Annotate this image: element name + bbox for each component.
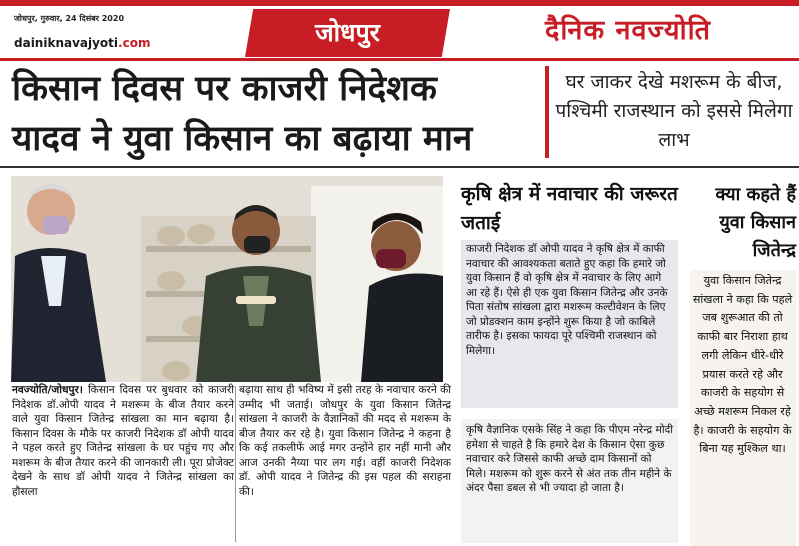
news-photo-illustration	[11, 176, 443, 382]
middle-sidebar-title: कृषि क्षेत्र में नवाचार की जरूरत जताई	[461, 183, 678, 234]
headline-rule	[0, 166, 799, 168]
website-name: dainiknavajyoti	[14, 36, 119, 50]
article-column-1-text: किसान दिवस पर बुधवार को काजरी निदेशक डॉ.ओपी यादव ने मशरूम के बीज तैयार करने वाले युवा किसान जितेन्द्र सांखला का मान बढ़ाया है। किसान दिवस के मौके पर काजरी निदेशक डॉ ओपी यादव ने पहल करते हुए जितेन्द्र सांखला के घर पहुंच गए और मशरूम के बीज तैयार करने की जानकारी ली। पूरा प्रोजेक्ट देखने के साथ डॉ ओपी यादव ने जितेन्द्र सांखला का हौसला	[12, 384, 234, 498]
article-dateline: नवज्योति/जोधपुर।	[12, 384, 83, 396]
news-photo	[11, 176, 443, 382]
right-sidebar-text: युवा किसान जितेन्द्र सांखला ने कहा कि पहले जब शुरूआत की तो काफी बार निराशा हाथ लगी लेकिन धीरे-धीरे प्रयास करते रहे और काजरी के सहयोग से अच्छे मशरूम निकल रहे है। काजरी के सहयोग के बिना यह मुश्किल था।	[692, 274, 793, 456]
masthead-top-rule	[0, 0, 799, 6]
side-headline: घर जाकर देखे मशरूम के बीज, पश्चिमी राजस्थान को इससे मिलेगा लाभ	[555, 71, 793, 151]
newspaper-name: दैनिक नवज्योति	[545, 15, 711, 46]
middle-sidebar-paragraph-2: कृषि वैज्ञानिक एसके सिंह ने कहा कि पीएम नरेन्द्र मोदी हमेशा से चाहते है कि हमारे देश के किसान ऐसा कुछ नवाचार करे जिससे काफी अच्छे दाम किसानों को मिले। मशरूम को शुरू करने से अंत तक तीन महीने के अंदर पैसा डबल से भी ज्यादा हो जाता है।	[466, 424, 673, 494]
website-url[interactable]	[14, 36, 150, 50]
headline-line-1: किसान दिवस पर काजरी निदेशक	[12, 69, 437, 109]
right-sidebar-title: क्या कहते हैं युवा किसान जितेन्द्र	[715, 184, 796, 261]
headline-line-2: यादव ने युवा किसान का बढ़ाया मान	[12, 119, 473, 159]
article-column-2: बढ़ाया साथ ही भविष्य में इसी तरह के नवाचार करने की उम्मीद भी जताई। जोधपुर के युवा किसान जितेन्द्र सांखला ने काजरी के वैज्ञानिकों की मदद से मशरूम के बीज तैयार कर रहे है। युवा किसान जितेन्द्र ने कहना है कि कई तकलीफें आई मगर उन्होंने हार नहीं मानी और आज उनकी नैय्या पार लग गई। वहीं काजरी निदेशक डॉ. ओपी यादव ने जितेन्द्र की इस पहल की सराहना की।	[239, 384, 451, 498]
article-column-1	[12, 383, 234, 499]
side-headline-divider	[545, 66, 549, 158]
website-tld: .com	[118, 36, 151, 50]
column-divider	[235, 386, 236, 542]
main-headline	[12, 64, 547, 164]
middle-sidebar-paragraph-1: काजरी निदेशक डॉ ओपी यादव ने कृषि क्षेत्र में काफी नवाचार की आवश्यकता बताते हुए कहा कि हमारे जो युवा किसान हैं वो कृषि क्षेत्र में नवाचार के लिए आगे आ रहे हैं। ऐसे ही एक युवा किसान जितेन्द्र और उनके पिता संतोष सांखला द्वारा मशरूम कल्टीवेशन के लिए जो प्रोडक्शन काम इन्होंने शुरू किया है जो काबिले तारीफ है। इसका फायदा पूरे पश्चिमी राजस्थान को मिलेगा।	[466, 243, 668, 357]
date-line: जोधपुर, गुरुवार, 24 दिसंबर 2020	[14, 14, 125, 23]
masthead-rule	[0, 58, 799, 61]
section-title: जोधपुर	[315, 18, 380, 47]
